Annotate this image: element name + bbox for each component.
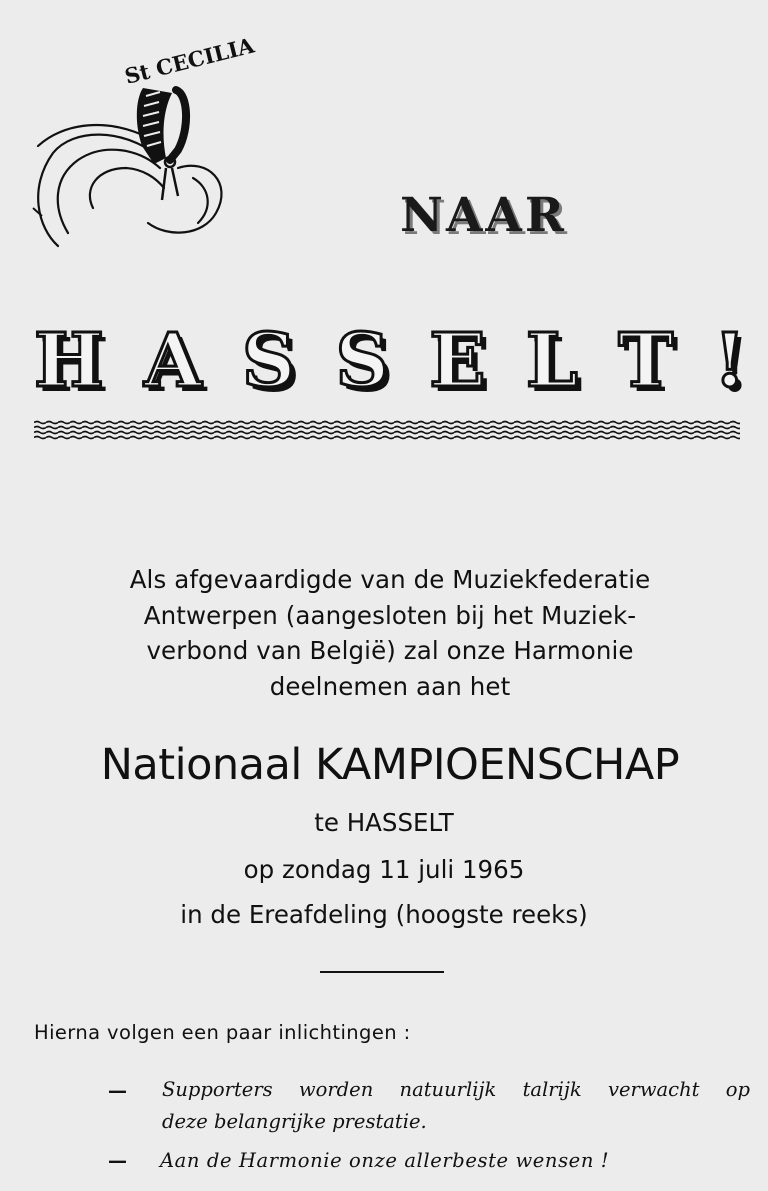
logo-text: St CECILIA bbox=[122, 32, 257, 89]
info-bullet: Aan de Harmonie onze allerbeste wensen ! bbox=[160, 1149, 610, 1172]
intro-line: Als afgevaardigde van de Muziekfederatie bbox=[129, 565, 651, 594]
hasselt-letter: A bbox=[144, 318, 202, 404]
event-location: te HASSELT bbox=[314, 808, 454, 837]
intro-paragraph bbox=[100, 562, 680, 704]
hasselt-letter: T bbox=[618, 318, 674, 404]
st-cecilia-logo bbox=[28, 28, 257, 253]
hasselt-letter: ! bbox=[713, 318, 746, 404]
bullet-dash: — bbox=[108, 1150, 127, 1172]
bullet-line: deze belangrijke prestatie. bbox=[162, 1110, 427, 1133]
info-heading: Hierna volgen een paar inlichtingen : bbox=[34, 1021, 411, 1044]
info-bullet bbox=[162, 1074, 750, 1138]
event-date: op zondag 11 juli 1965 bbox=[243, 855, 525, 884]
swirl-ribbon-icon bbox=[38, 125, 222, 246]
bullet-line: Supporters worden natuurlijk talrijk verwacht op bbox=[162, 1078, 750, 1101]
hasselt-letter: S bbox=[241, 318, 296, 404]
event-title: Nationaal KAMPIOENSCHAP bbox=[100, 740, 680, 790]
intro-line: Antwerpen (aangesloten bij het Muziek- bbox=[143, 600, 637, 630]
hasselt-letter: E bbox=[429, 318, 486, 404]
heading-hasselt bbox=[34, 318, 746, 404]
harp-icon bbox=[137, 88, 186, 200]
intro-line: verbond van België) zal onze Harmonie bbox=[146, 636, 634, 665]
hasselt-letter: L bbox=[525, 318, 578, 404]
wavy-divider bbox=[34, 420, 740, 440]
hasselt-letter: H bbox=[34, 318, 104, 404]
section-divider bbox=[320, 971, 444, 973]
intro-line: deelnemen aan het bbox=[269, 671, 511, 701]
hasselt-letter: S bbox=[335, 318, 389, 404]
event-division: in de Ereafdeling (hoogste reeks) bbox=[180, 900, 588, 929]
heading-naar: NAAR bbox=[400, 188, 567, 243]
bullet-dash: — bbox=[108, 1080, 127, 1102]
